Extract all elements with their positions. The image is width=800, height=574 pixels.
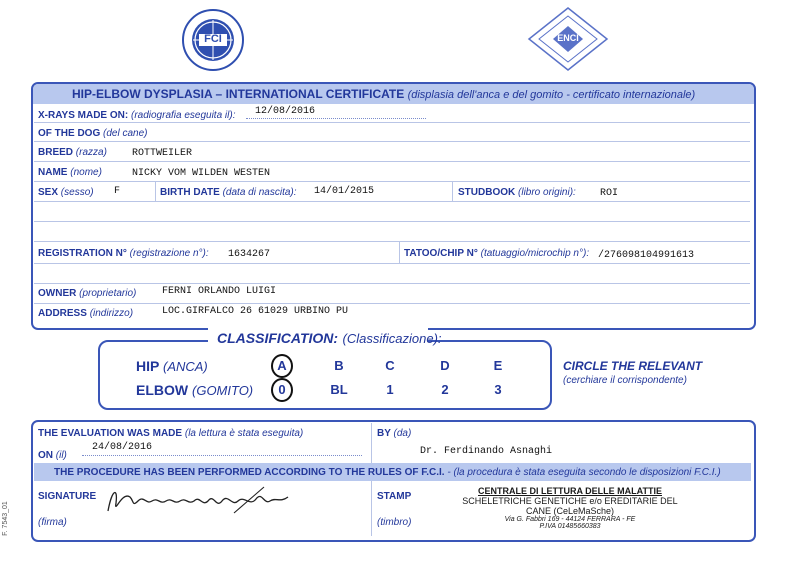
hip-selected-circle: [271, 354, 293, 378]
circle-note-it: (cerchiare il corrispondente): [563, 375, 687, 386]
col-divider: [155, 181, 156, 201]
row-divider: [34, 201, 750, 202]
stamp-line-1: CENTRALE DI LETTURA DELLE MALATTIE: [478, 486, 662, 496]
elbow-selected-circle: [271, 378, 293, 402]
birth-date-label: BIRTH DATE (data di nascita):: [160, 187, 297, 198]
registration-label: REGISTRATION N° (registrazione n°):: [38, 248, 209, 259]
enci-logo: [527, 6, 609, 72]
dog-label: OF THE DOG (del cane): [38, 128, 148, 139]
hip-grade-e[interactable]: E: [493, 358, 503, 373]
registration-value: 1634267: [228, 249, 271, 260]
owner-value: FERNI ORLANDO LUIGI: [162, 286, 277, 297]
address-label: ADDRESS (indirizzo): [38, 308, 134, 319]
elbow-grade-1[interactable]: 1: [386, 382, 394, 397]
stamp-label-it: (timbro): [377, 517, 412, 528]
row-divider: [34, 303, 750, 304]
name-label: NAME (nome): [38, 167, 102, 178]
signature-label: SIGNATURE: [38, 491, 97, 502]
fci-logo: [181, 8, 245, 72]
name-value: NICKY VOM WILDEN WESTEN: [132, 168, 271, 179]
circle-note: CIRCLE THE RELEVANT: [563, 359, 703, 373]
hip-grade-c[interactable]: C: [385, 358, 395, 373]
certificate-title: [72, 87, 695, 101]
hip-label: HIP (ANCA): [136, 358, 208, 374]
form-code: F. 7543_01: [1, 501, 9, 536]
col-divider: [371, 423, 372, 463]
fci-logo-text: FCI: [204, 33, 222, 45]
by-value: Dr. Ferdinando Asnaghi: [420, 446, 553, 457]
xray-label: X-RAYS MADE ON: (radiografia eseguita il):: [38, 110, 236, 121]
row-divider: [34, 263, 750, 264]
breed-value: ROTTWEILER: [132, 148, 193, 159]
col-divider: [371, 481, 372, 536]
address-value: LOC.GIRFALCO 26 61029 URBINO PU: [162, 306, 349, 317]
by-label: BY (da): [377, 428, 412, 439]
classification-title: CLASSIFICATION: (Classificazione):: [217, 330, 442, 346]
breed-label: BREED (razza): [38, 147, 107, 158]
row-divider: [34, 122, 750, 123]
title-it: (displasia dell'anca e del gomito - certificato internazionale): [407, 89, 696, 101]
evaluation-on-label: ON (il): [38, 450, 67, 461]
stamp-line-4: Via G. Fabbri 169 - 44124 FERRARA - FE: [504, 516, 636, 523]
stamp-label: STAMP: [377, 491, 412, 502]
stamp-line-5: P.IVA 01485660383: [539, 523, 601, 530]
elbow-label: ELBOW (GOMITO): [136, 382, 254, 398]
evaluation-date-value: 24/08/2016: [92, 442, 153, 453]
sex-value: F: [114, 186, 121, 197]
stamp-line-3: CANE (CeLeMaSche): [525, 506, 615, 516]
row-divider: [34, 161, 750, 162]
sex-label: SEX (sesso): [38, 187, 94, 198]
row-divider: [34, 283, 750, 284]
tatoo-label: TATOO/CHIP N° (tatuaggio/microchip n°):: [404, 248, 590, 259]
signature-handwriting: [104, 483, 294, 519]
hip-grade-b[interactable]: B: [334, 358, 344, 373]
classification-box: [98, 340, 552, 410]
owner-label: OWNER (proprietario): [38, 288, 137, 299]
row-divider: [34, 141, 750, 142]
stamp-line-2: SCHELETRICHE GENETICHE e/o EREDITARIE DEL: [462, 496, 678, 506]
elbow-grade-0[interactable]: 0: [278, 382, 286, 397]
studbook-label: STUDBOOK (libro origini):: [458, 187, 576, 198]
xray-date-underline: [246, 118, 426, 119]
stamp-block: [452, 486, 688, 530]
title-en: HIP-ELBOW DYSPLASIA – INTERNATIONAL CERTIFICATE: [72, 87, 405, 101]
xray-date-value: 12/08/2016: [255, 106, 316, 117]
elbow-grade-3[interactable]: 3: [494, 382, 502, 397]
col-divider: [452, 181, 453, 201]
tatoo-value: /276098104991613: [598, 250, 695, 261]
row-divider: [34, 241, 750, 242]
row-divider: [34, 221, 750, 222]
enci-logo-text: ENCI: [557, 33, 579, 43]
procedure-text: THE PROCEDURE HAS BEEN PERFORMED ACCORDING TO THE RULES OF F.C.I. - (la procedura è stata eseguita secondo le disposizioni F.C.I.): [54, 467, 721, 478]
evaluation-date-underline: [82, 455, 362, 456]
studbook-value: ROI: [600, 188, 619, 199]
row-divider: [34, 181, 750, 182]
hip-grade-a[interactable]: A: [277, 358, 287, 373]
signature-label-it: (firma): [38, 517, 67, 528]
birth-date-value: 14/01/2015: [314, 186, 375, 197]
hip-grade-d[interactable]: D: [440, 358, 450, 373]
elbow-grade-bl[interactable]: BL: [330, 382, 348, 397]
col-divider: [399, 241, 400, 263]
elbow-grade-2[interactable]: 2: [441, 382, 449, 397]
evaluation-label: THE EVALUATION WAS MADE (la lettura è stata eseguita): [38, 428, 304, 439]
